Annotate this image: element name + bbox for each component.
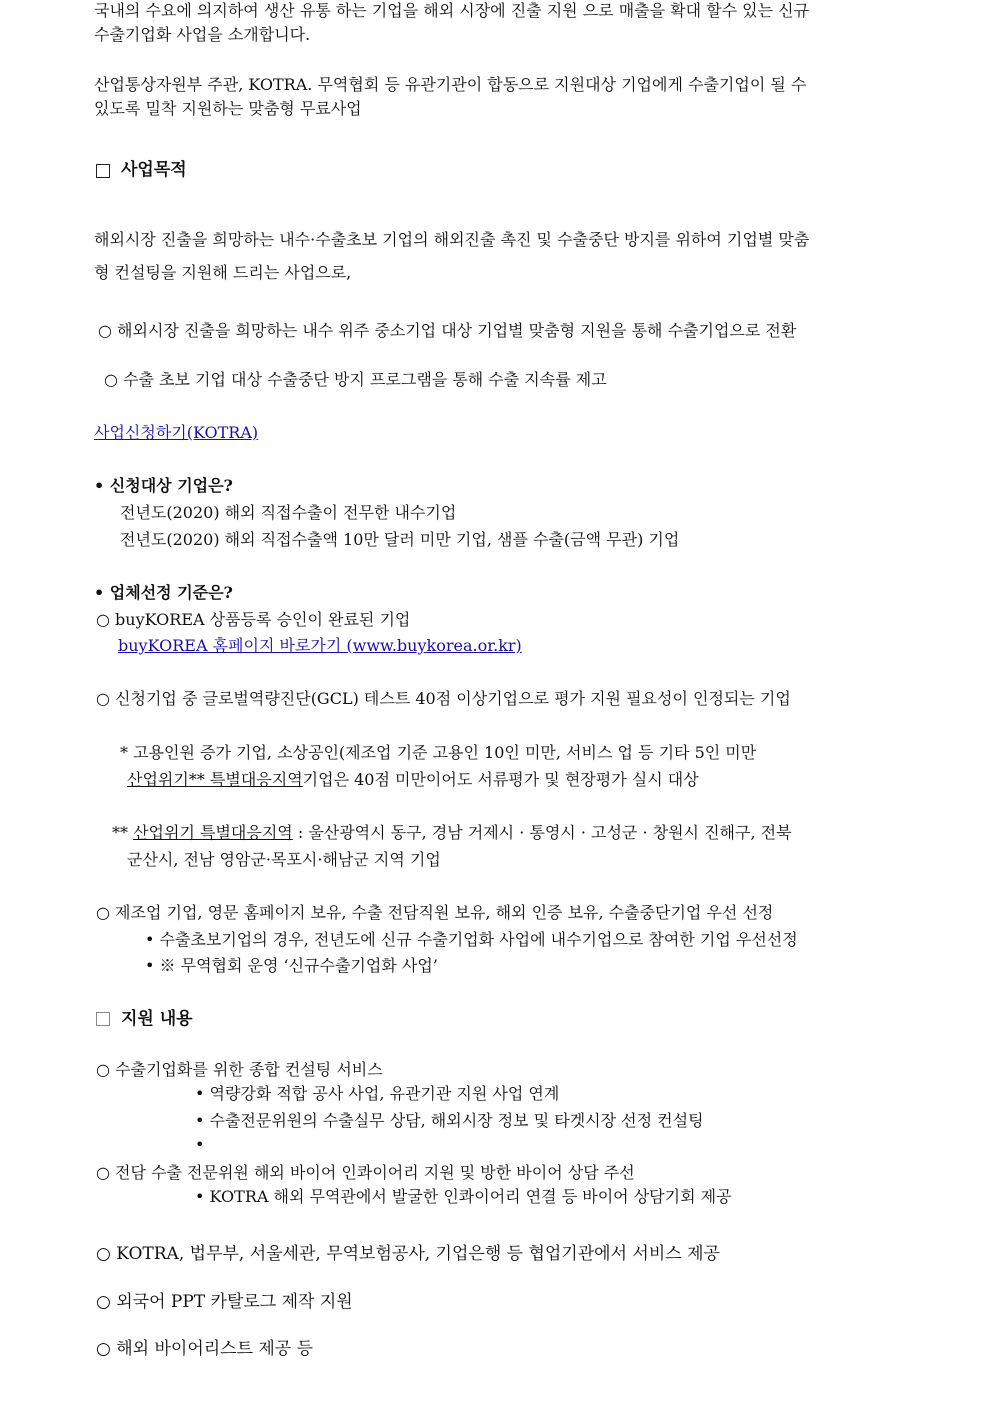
- criteria-note-2-line-2: 군산시, 전남 영암군·목포시·해남군 지역 기업: [127, 850, 441, 869]
- criteria-note-1-line-1: * 고용인원 증가 기업, 소상공인(제조업 기준 고용인 10인 미만, 서비스 업 등 기타 5인 미만: [120, 743, 757, 762]
- target-line-1: 전년도(2020) 해외 직접수출이 전무한 내수기업: [120, 503, 457, 522]
- support-item-1: ○ 수출기업화를 위한 종합 컨설팅 서비스: [96, 1060, 383, 1079]
- note-2-prefix: **: [112, 823, 128, 842]
- support-item-3: ○ KOTRA, 법무부, 서울세관, 무역보험공사, 기업은행 등 협업기관에서 서비스 제공: [96, 1244, 720, 1264]
- purpose-bullet-1: ○ 해외시장 진출을 희망하는 내수 위주 중소기업 대상 기업별 맞춤형 지원을 통해 수출기업으로 전환: [98, 321, 797, 340]
- purpose-desc-line-1: 해외시장 진출을 희망하는 내수·수출초보 기업의 해외진출 촉진 및 수출중단 방지를 위하여 기업별 맞춤: [94, 230, 810, 249]
- support-item-1-sub-3: •: [195, 1135, 205, 1154]
- purpose-desc-line-2: 형 컨설팅을 지원해 드리는 사업으로,: [94, 263, 352, 282]
- purpose-bullet-2: ○ 수출 초보 기업 대상 수출중단 방지 프로그램을 통해 수출 지속률 제고: [104, 370, 607, 389]
- criteria-sub-1: • 수출초보기업의 경우, 전년도에 신규 수출기업화 사업에 내수기업으로 참여한 기업 우선선정: [145, 930, 798, 949]
- support-item-2: ○ 전담 수출 전문위원 해외 바이어 인콰이어리 지원 및 방한 바이어 상담 주선: [96, 1163, 635, 1182]
- note-2-rest: : 울산광역시 동구, 경남 거제시 · 통영시 · 고성군 · 창원시 진해구, 전북: [292, 823, 792, 842]
- checkbox-square-icon: [96, 1012, 110, 1026]
- criteria-item-1: ○ buyKOREA 상품등록 승인이 완료된 기업: [96, 610, 411, 629]
- target-line-2: 전년도(2020) 해외 직접수출액 10만 달러 미만 기업, 샘플 수출(금액 무관) 기업: [120, 530, 680, 549]
- criteria-note-2-line-1: [112, 823, 792, 842]
- target-heading: • 신청대상 기업은?: [94, 476, 233, 495]
- intro-line-1: 국내의 수요에 의지하여 생산 유통 하는 기업을 해외 시장에 진출 지원 으로 매출을 확대 할수 있는 신규: [94, 1, 810, 20]
- crisis-region-label: 산업위기** 특별대응지역: [127, 770, 303, 789]
- support-item-5: ○ 해외 바이어리스트 제공 등: [96, 1339, 314, 1359]
- criteria-heading: • 업체선정 기준은?: [94, 583, 233, 602]
- checkbox-square-icon: [96, 164, 110, 178]
- apply-kotra-link[interactable]: 사업신청하기(KOTRA): [94, 423, 259, 442]
- intro-line-4: 있도록 밀착 지원하는 맞춤형 무료사업: [94, 99, 362, 118]
- intro-line-3: 산업통상자원부 주관, KOTRA. 무역협회 등 유관기관이 합동으로 지원대상 기업에게 수출기업이 될 수: [94, 75, 807, 94]
- purpose-heading: 사업목적: [121, 160, 187, 180]
- support-heading: 지원 내용: [121, 1009, 193, 1029]
- support-item-1-sub-1: • 역량강화 적합 공사 사업, 유관기관 지원 사업 연계: [195, 1084, 560, 1103]
- support-item-2-sub-1: • KOTRA 해외 무역관에서 발굴한 인콰이어리 연결 등 바이어 상담기회 제공: [195, 1187, 732, 1206]
- support-item-1-sub-2: • 수출전문위원의 수출실무 상담, 해외시장 정보 및 타겟시장 선정 컨설팅: [195, 1111, 704, 1130]
- note-1-rest: 기업은 40점 미만이어도 서류평가 및 현장평가 실시 대상: [302, 770, 699, 789]
- crisis-region-title: 산업위기 특별대응지역: [133, 823, 293, 842]
- buykorea-link[interactable]: buyKOREA 홈페이지 바로가기 (www.buykorea.or.kr): [118, 636, 522, 655]
- intro-line-2: 수출기업화 사업을 소개합니다.: [94, 25, 311, 44]
- criteria-note-1-line-2: [127, 770, 699, 789]
- criteria-item-2: ○ 신청기업 중 글로벌역량진단(GCL) 테스트 40점 이상기업으로 평가 지원 필요성이 인정되는 기업: [96, 689, 791, 708]
- support-item-4: ○ 외국어 PPT 카탈로그 제작 지원: [96, 1292, 353, 1312]
- criteria-item-3: ○ 제조업 기업, 영문 홈페이지 보유, 수출 전담직원 보유, 해외 인증 보유, 수출중단기업 우선 선정: [96, 903, 774, 922]
- criteria-sub-2: • ※ 무역협회 운영 ‘신규수출기업화 사업’: [145, 956, 438, 975]
